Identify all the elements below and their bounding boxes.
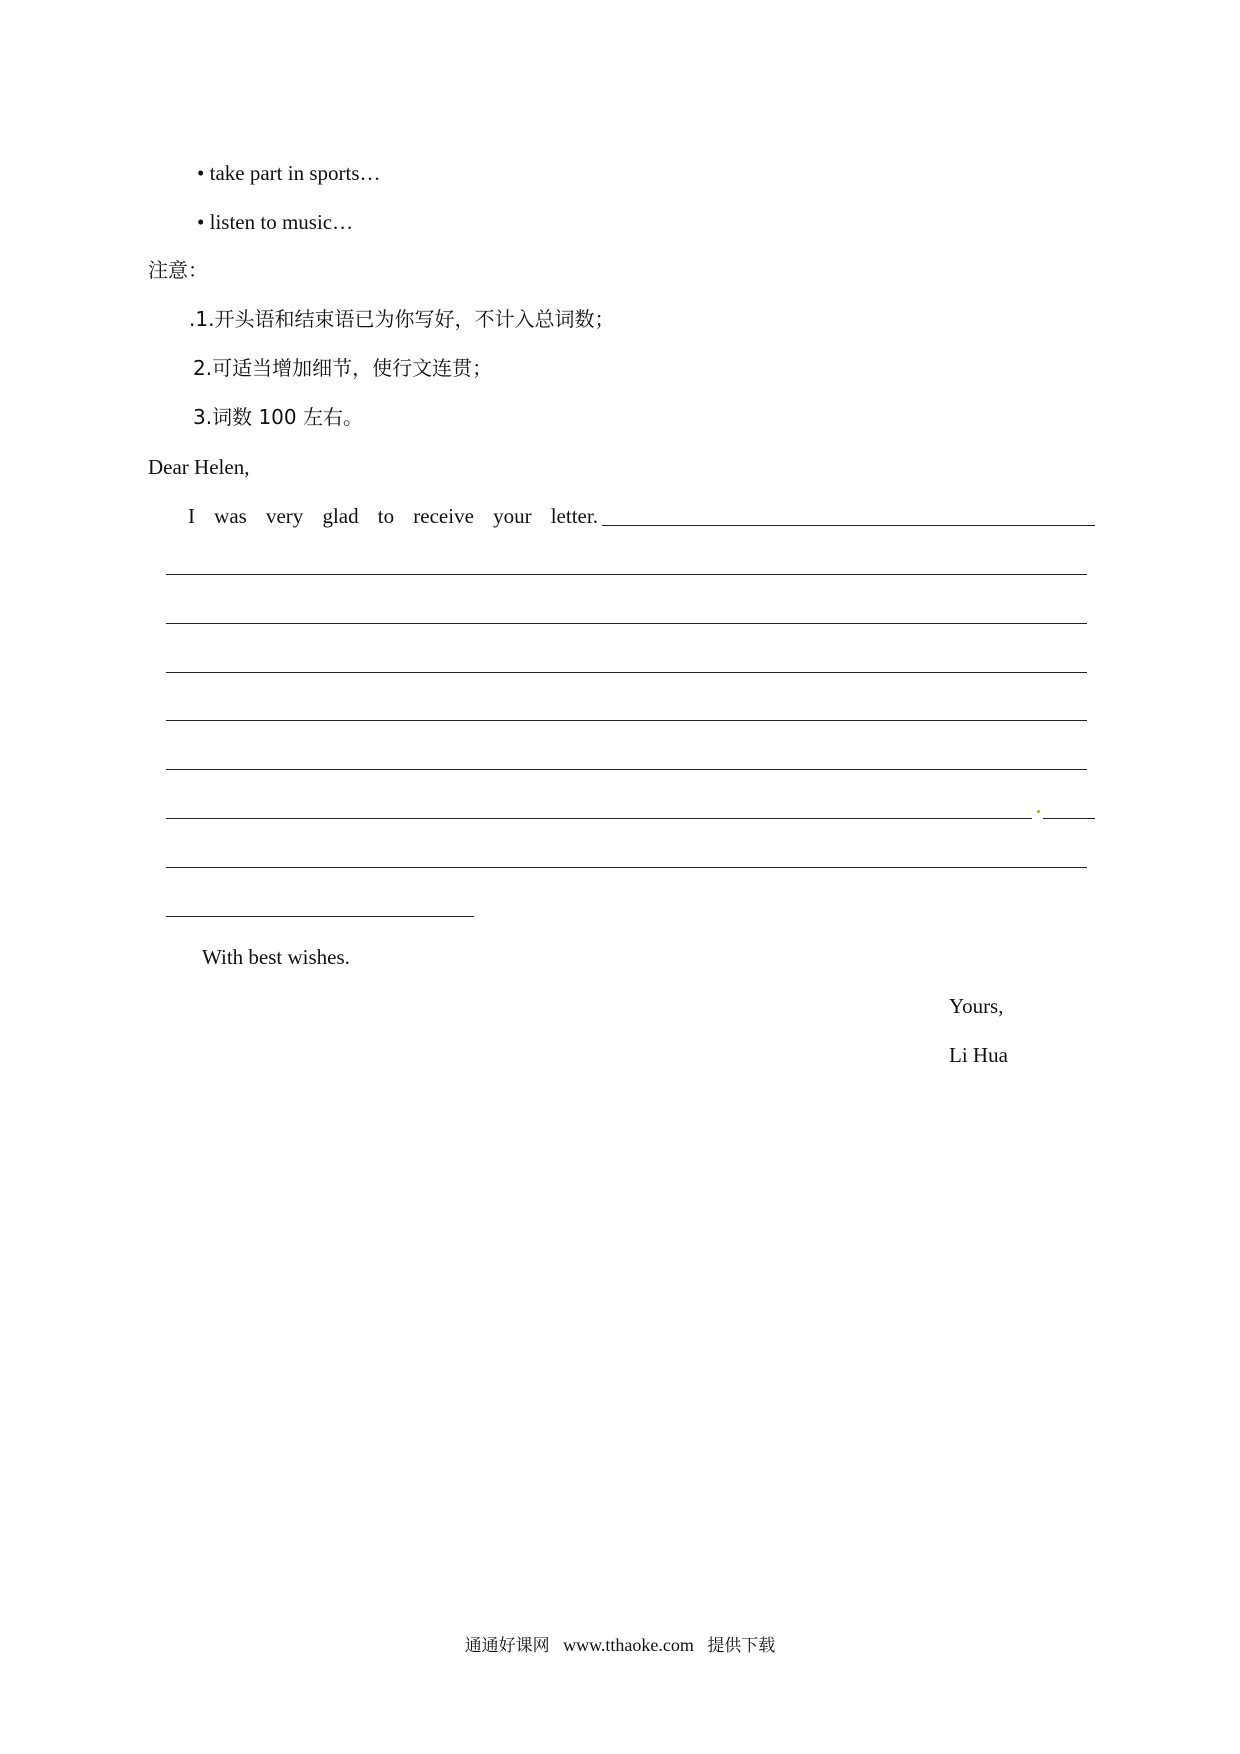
writing-line[interactable] xyxy=(166,916,474,917)
writing-line[interactable] xyxy=(1043,818,1095,819)
bullet-text: take part in sports… xyxy=(209,161,381,185)
bullet-symbol: • xyxy=(197,210,205,234)
writing-line[interactable] xyxy=(166,720,1087,721)
page-footer xyxy=(0,1635,1240,1656)
sentence-word: to xyxy=(377,504,395,528)
notes-heading: 注意： xyxy=(148,258,208,282)
letter-salutation: Dear Helen, xyxy=(148,455,250,479)
note-item-2: 2.可适当增加细节，使行文连贯； xyxy=(193,356,493,380)
writing-line[interactable] xyxy=(166,867,1087,868)
bullet-symbol: • xyxy=(197,161,205,185)
footer-suffix: 提供下载 xyxy=(707,1636,776,1656)
sentence-word: glad xyxy=(322,504,359,528)
writing-line[interactable] xyxy=(166,818,1032,819)
writing-line[interactable] xyxy=(166,769,1087,770)
stray-mark xyxy=(1037,810,1040,813)
writing-line[interactable] xyxy=(166,623,1087,624)
bullet-text: listen to music… xyxy=(209,210,354,234)
sentence-word: receive xyxy=(413,504,474,528)
letter-signature: Li Hua xyxy=(949,1043,1008,1067)
writing-line[interactable] xyxy=(166,574,1087,575)
bullet-item-sports xyxy=(197,161,381,185)
sentence-word: letter. xyxy=(550,504,598,528)
bullet-item-music xyxy=(197,210,353,234)
writing-line[interactable] xyxy=(602,525,1095,526)
footer-site-name: 通通好课网 xyxy=(464,1636,550,1656)
footer-url[interactable]: www.tthaoke.com xyxy=(563,1635,694,1655)
note-item-1: .1.开头语和结束语已为你写好，不计入总词数； xyxy=(189,307,615,331)
note-item-3: 3.词数 100 左右。 xyxy=(193,405,363,429)
letter-closing: With best wishes. xyxy=(202,945,350,969)
writing-line[interactable] xyxy=(166,672,1087,673)
letter-first-sentence xyxy=(188,504,598,528)
sentence-word: very xyxy=(265,504,304,528)
sentence-word: I xyxy=(188,504,195,528)
sentence-word: your xyxy=(493,504,532,528)
letter-signoff: Yours, xyxy=(949,994,1004,1018)
sentence-word: was xyxy=(214,504,247,528)
